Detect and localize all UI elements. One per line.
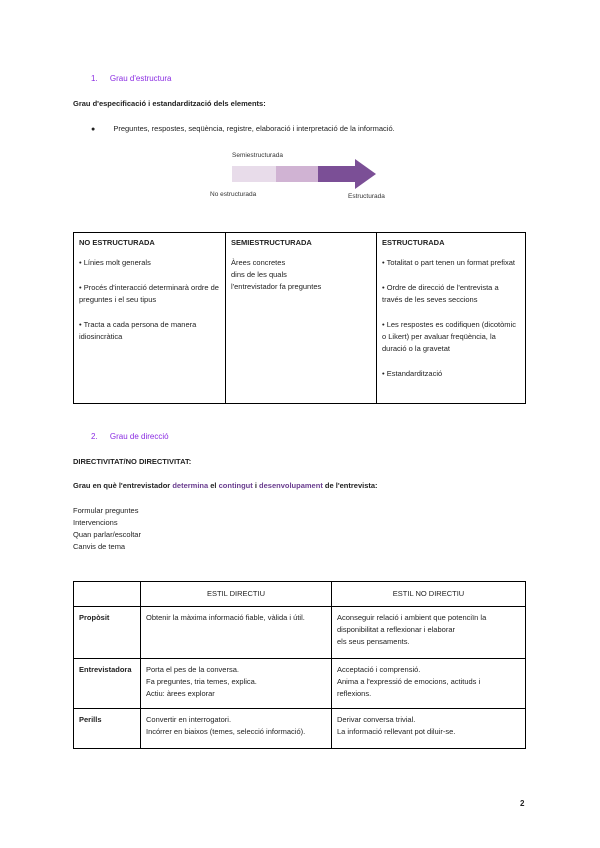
- section1-bullet: [91, 123, 395, 136]
- desc-text: Grau en què l'entrevistador: [73, 481, 173, 490]
- table1-col1-item: • Procés d'interacció determinarà ordre de preguntes i el seu tipus: [79, 283, 219, 304]
- section2-description: [73, 480, 378, 492]
- section1-heading: [91, 74, 171, 83]
- table2-row-label: Propòsit: [74, 607, 141, 659]
- table1-col2-line: Àrees concretes: [231, 258, 286, 267]
- section1-bullet-text: Preguntes, respostes, seqüència, registre, elaboració i interpretació de la informació.: [113, 124, 395, 133]
- desc-text: i: [252, 481, 260, 490]
- table1-col1-header: NO ESTRUCTURADA: [79, 238, 155, 247]
- list-item: Canvis de tema: [73, 542, 126, 551]
- section1-subtitle: Grau d'especificació i estandardització dels elements:: [73, 99, 266, 108]
- page-number: 2: [520, 799, 525, 808]
- table2-row-label: Entrevistadora: [74, 659, 141, 709]
- table2-cell-directiu: [141, 607, 332, 659]
- cell-line: Fa preguntes, tria temes, explica.: [146, 677, 257, 686]
- section2-heading: [91, 432, 169, 441]
- table2-cell-directiu: [141, 709, 332, 749]
- table2-header-empty: [74, 582, 141, 607]
- table1-col2-line: dins de les quals: [231, 270, 287, 279]
- section2-list: [73, 505, 141, 553]
- section2-number: 2.: [91, 432, 98, 441]
- cell-line: La informació rellevant pot diluir-se.: [337, 727, 456, 736]
- cell-line: disponibilitat a reflexionar i elaborar: [337, 625, 455, 634]
- table1-col3-item: • Totalitat o part tenen un format prefixat: [382, 258, 515, 267]
- direction-table: [73, 581, 526, 749]
- cell-line: Convertir en interrogatori.: [146, 715, 232, 724]
- section2-title: Grau de direcció: [109, 432, 169, 441]
- cell-line: Aconseguir relació i ambient que potenciïn la: [337, 613, 487, 622]
- section1-title: Grau d'estructura: [109, 74, 172, 83]
- cell-line: els seus pensaments.: [337, 637, 410, 646]
- table1-col3-item: • Ordre de direcció de l'entrevista a través de les seves seccions: [382, 283, 499, 304]
- desc-emphasis: determina: [172, 481, 209, 490]
- arrow-head-icon: [355, 159, 377, 189]
- cell-line: Porta el pes de la conversa.: [146, 665, 239, 674]
- cell-line: Incórrer en biaixos (temes, selecció informació).: [146, 727, 306, 736]
- list-item: Formular preguntes: [73, 506, 139, 515]
- table2-cell-no-directiu: [332, 659, 526, 709]
- bullet-icon: ●: [91, 126, 96, 133]
- desc-text: de l'entrevista:: [322, 481, 378, 490]
- section2-subtitle: DIRECTIVITAT/NO DIRECTIVITAT:: [73, 457, 192, 466]
- table2-cell-directiu: [141, 659, 332, 709]
- table1-col-no-estructurada: [74, 233, 226, 404]
- table1-col3-item: • Estandardització: [382, 369, 443, 378]
- table2-row-label: Perills: [74, 709, 141, 749]
- cell-line: Anima a l'expressió de emocions, actituds i: [337, 677, 481, 686]
- table1-col2-header: SEMIESTRUCTURADA: [231, 238, 312, 247]
- cell-line: Actiu: àrees explorar: [146, 689, 215, 698]
- desc-text: el: [208, 481, 219, 490]
- table1-col3-header: ESTRUCTURADA: [382, 238, 445, 247]
- list-item: Intervencions: [73, 518, 118, 527]
- arrow-right-label: Estructurada: [348, 193, 385, 200]
- section1-number: 1.: [91, 74, 98, 83]
- table1-col-semiestructurada: [226, 233, 377, 404]
- table2-cell-no-directiu: [332, 607, 526, 659]
- arrow-left-label: No estructurada: [210, 191, 257, 198]
- structure-table: [73, 232, 526, 404]
- arrow-top-label: Semiestructurada: [232, 152, 283, 159]
- table1-col-estructurada: [377, 233, 526, 404]
- desc-emphasis: contingut: [218, 481, 253, 490]
- cell-line: Derivar conversa trivial.: [337, 715, 416, 724]
- cell-line: Acceptació i comprensió.: [337, 665, 421, 674]
- arrow-segment-high: [318, 166, 356, 182]
- table1-col3-item: • Les respostes es codifiquen (dicotòmic o Likert) per avaluar freqüència, la duració o la gravetat: [382, 320, 516, 353]
- table1-col2-line: l'entrevistador fa preguntes: [231, 282, 322, 291]
- arrow-segment-mid: [276, 166, 318, 182]
- table1-col1-item: • Línies molt generals: [79, 258, 151, 267]
- cell-line: reflexions.: [337, 689, 372, 698]
- list-item: Quan parlar/escoltar: [73, 530, 141, 539]
- table2-header-no-directiu: ESTIL NO DIRECTIU: [332, 582, 526, 607]
- cell-line: Obtenir la màxima informació fiable, vàlida i útil.: [146, 613, 305, 622]
- table1-col1-item: • Tracta a cada persona de manera idiosincràtica: [79, 320, 197, 341]
- arrow-segment-low: [232, 166, 276, 182]
- table2-cell-no-directiu: [332, 709, 526, 749]
- desc-emphasis: desenvolupament: [259, 481, 323, 490]
- table2-header-directiu: ESTIL DIRECTIU: [141, 582, 332, 607]
